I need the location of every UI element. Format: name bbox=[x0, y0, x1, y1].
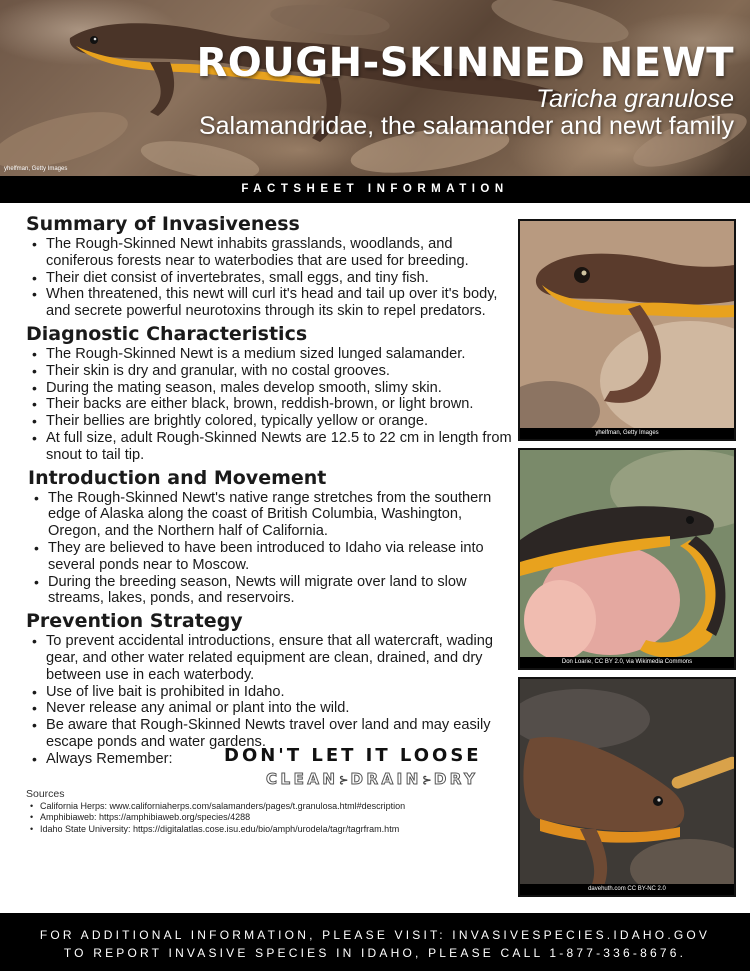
newt-on-ground-illustration bbox=[520, 679, 734, 895]
newt-photo-1 bbox=[518, 219, 736, 441]
clean-drain-dry bbox=[266, 770, 512, 789]
list-item: • The Rough-Skinned Newt is a medium sized lunged salamander. bbox=[46, 346, 512, 363]
arrow-icon: ⊱ bbox=[338, 772, 351, 787]
list-item: • The Rough-Skinned Newt's native range stretches from the southern edge of Alaska along the coast of British Columbia, Washington, Oregon, and the Northern half of California. bbox=[48, 490, 512, 540]
source-item[interactable]: • Amphibiaweb: https://amphibiaweb.org/species/4288 bbox=[40, 812, 512, 824]
source-item[interactable]: • Idaho State University: https://digitalatlas.cose.isu.edu/bio/amph/urodela/tagr/tagrfram.htm bbox=[40, 824, 512, 836]
remember-item bbox=[46, 744, 512, 768]
hero-photo-credit: yhelfman, Getty Images bbox=[4, 166, 68, 172]
scientific-name: Taricha granulose bbox=[536, 85, 734, 113]
page-title: ROUGH-SKINNED NEWT bbox=[196, 40, 734, 86]
footer-banner bbox=[0, 913, 750, 971]
sources-section bbox=[26, 787, 512, 836]
clean-word: CLEAN bbox=[266, 769, 339, 788]
newt-photo-3 bbox=[518, 677, 736, 897]
list-item: • The Rough-Skinned Newt inhabits grasslands, woodlands, and coniferous forests near to waterbodies that are used for breeding. bbox=[46, 236, 512, 270]
footer-phone-line: TO REPORT INVASIVE SPECIES IN IDAHO, PLEASE CALL 1-877-336-8676. bbox=[63, 946, 687, 960]
list-item: • Their backs are either black, brown, reddish-brown, or light brown. bbox=[46, 396, 512, 413]
introduction-list bbox=[28, 490, 512, 608]
diagnostic-section bbox=[26, 322, 512, 464]
list-item: • Their diet consist of invertebrates, small eggs, and tiny fish. bbox=[46, 270, 512, 287]
list-item: • Never release any animal or plant into the wild. bbox=[46, 700, 512, 717]
list-item: • When threatened, this newt will curl it's head and tail up over it's body, and secrete powerful neurotoxins through its skin to repel predators. bbox=[46, 286, 512, 320]
list-item: • During the mating season, males develop smooth, slimy skin. bbox=[46, 380, 512, 397]
remember-label: Always Remember: bbox=[46, 750, 173, 767]
summary-section bbox=[26, 212, 512, 320]
sources-heading: Sources bbox=[26, 787, 65, 800]
list-item: • Their bellies are brightly colored, typically yellow or orange. bbox=[46, 413, 512, 430]
dry-word: DRY bbox=[433, 769, 479, 788]
list-item: • Use of live bait is prohibited in Idaho. bbox=[46, 684, 512, 701]
summary-heading: Summary of Invasiveness bbox=[26, 213, 300, 235]
list-item: • To prevent accidental introductions, ensure that all watercraft, wading gear, and other water related equipment are clean, drained, and dry between use in each waterbody. bbox=[46, 633, 512, 683]
photo-credit: Don Loarie, CC BY 2.0, via Wikimedia Commons bbox=[520, 657, 734, 668]
newt-photo-2 bbox=[518, 448, 736, 670]
photo-credit: davehuth.com CC BY-NC 2.0 bbox=[520, 884, 734, 895]
list-item: • They are believed to have been introduced to Idaho via release into several ponds near to Moscow. bbox=[48, 540, 512, 574]
prevention-section bbox=[26, 609, 512, 788]
prevention-list bbox=[26, 633, 512, 767]
newt-in-hand-illustration bbox=[520, 450, 734, 668]
photo-credit: yhelfman, Getty Images bbox=[520, 428, 734, 439]
drain-word: DRAIN bbox=[350, 769, 422, 788]
factsheet-banner: FACTSHEET INFORMATION bbox=[0, 176, 750, 203]
main-content bbox=[26, 210, 512, 835]
summary-list bbox=[26, 236, 512, 320]
arrow-icon: ⊱ bbox=[421, 772, 434, 787]
slogan: DON'T LET IT LOOSE bbox=[224, 744, 482, 766]
list-item: • Be aware that Rough-Skinned Newts travel over land and may easily escape ponds and water gardens. bbox=[46, 717, 512, 751]
diagnostic-list bbox=[26, 346, 512, 464]
hero-banner bbox=[0, 0, 750, 176]
family-name: Salamandridae, the salamander and newt family bbox=[198, 112, 734, 140]
source-item[interactable]: • California Herps: www.californiaherps.com/salamanders/pages/t.granulosa.html#description bbox=[40, 801, 512, 813]
introduction-section bbox=[28, 466, 512, 608]
list-item: • During the breeding season, Newts will migrate over land to slow streams, lakes, ponds, and reservoirs. bbox=[48, 574, 512, 608]
sources-list bbox=[26, 801, 512, 836]
list-item: • At full size, adult Rough-Skinned Newts are 12.5 to 22 cm in length from snout to tail tip. bbox=[46, 430, 512, 464]
diagnostic-heading: Diagnostic Characteristics bbox=[26, 322, 308, 345]
footer-website-line: FOR ADDITIONAL INFORMATION, PLEASE VISIT: INVASIVESPECIES.IDAHO.GOV bbox=[39, 928, 711, 942]
introduction-heading: Introduction and Movement bbox=[28, 466, 327, 489]
title-block bbox=[197, 40, 735, 140]
list-item: • Their skin is dry and granular, with no costal grooves. bbox=[46, 363, 512, 380]
newt-head-illustration bbox=[520, 221, 734, 439]
prevention-heading: Prevention Strategy bbox=[26, 610, 243, 633]
